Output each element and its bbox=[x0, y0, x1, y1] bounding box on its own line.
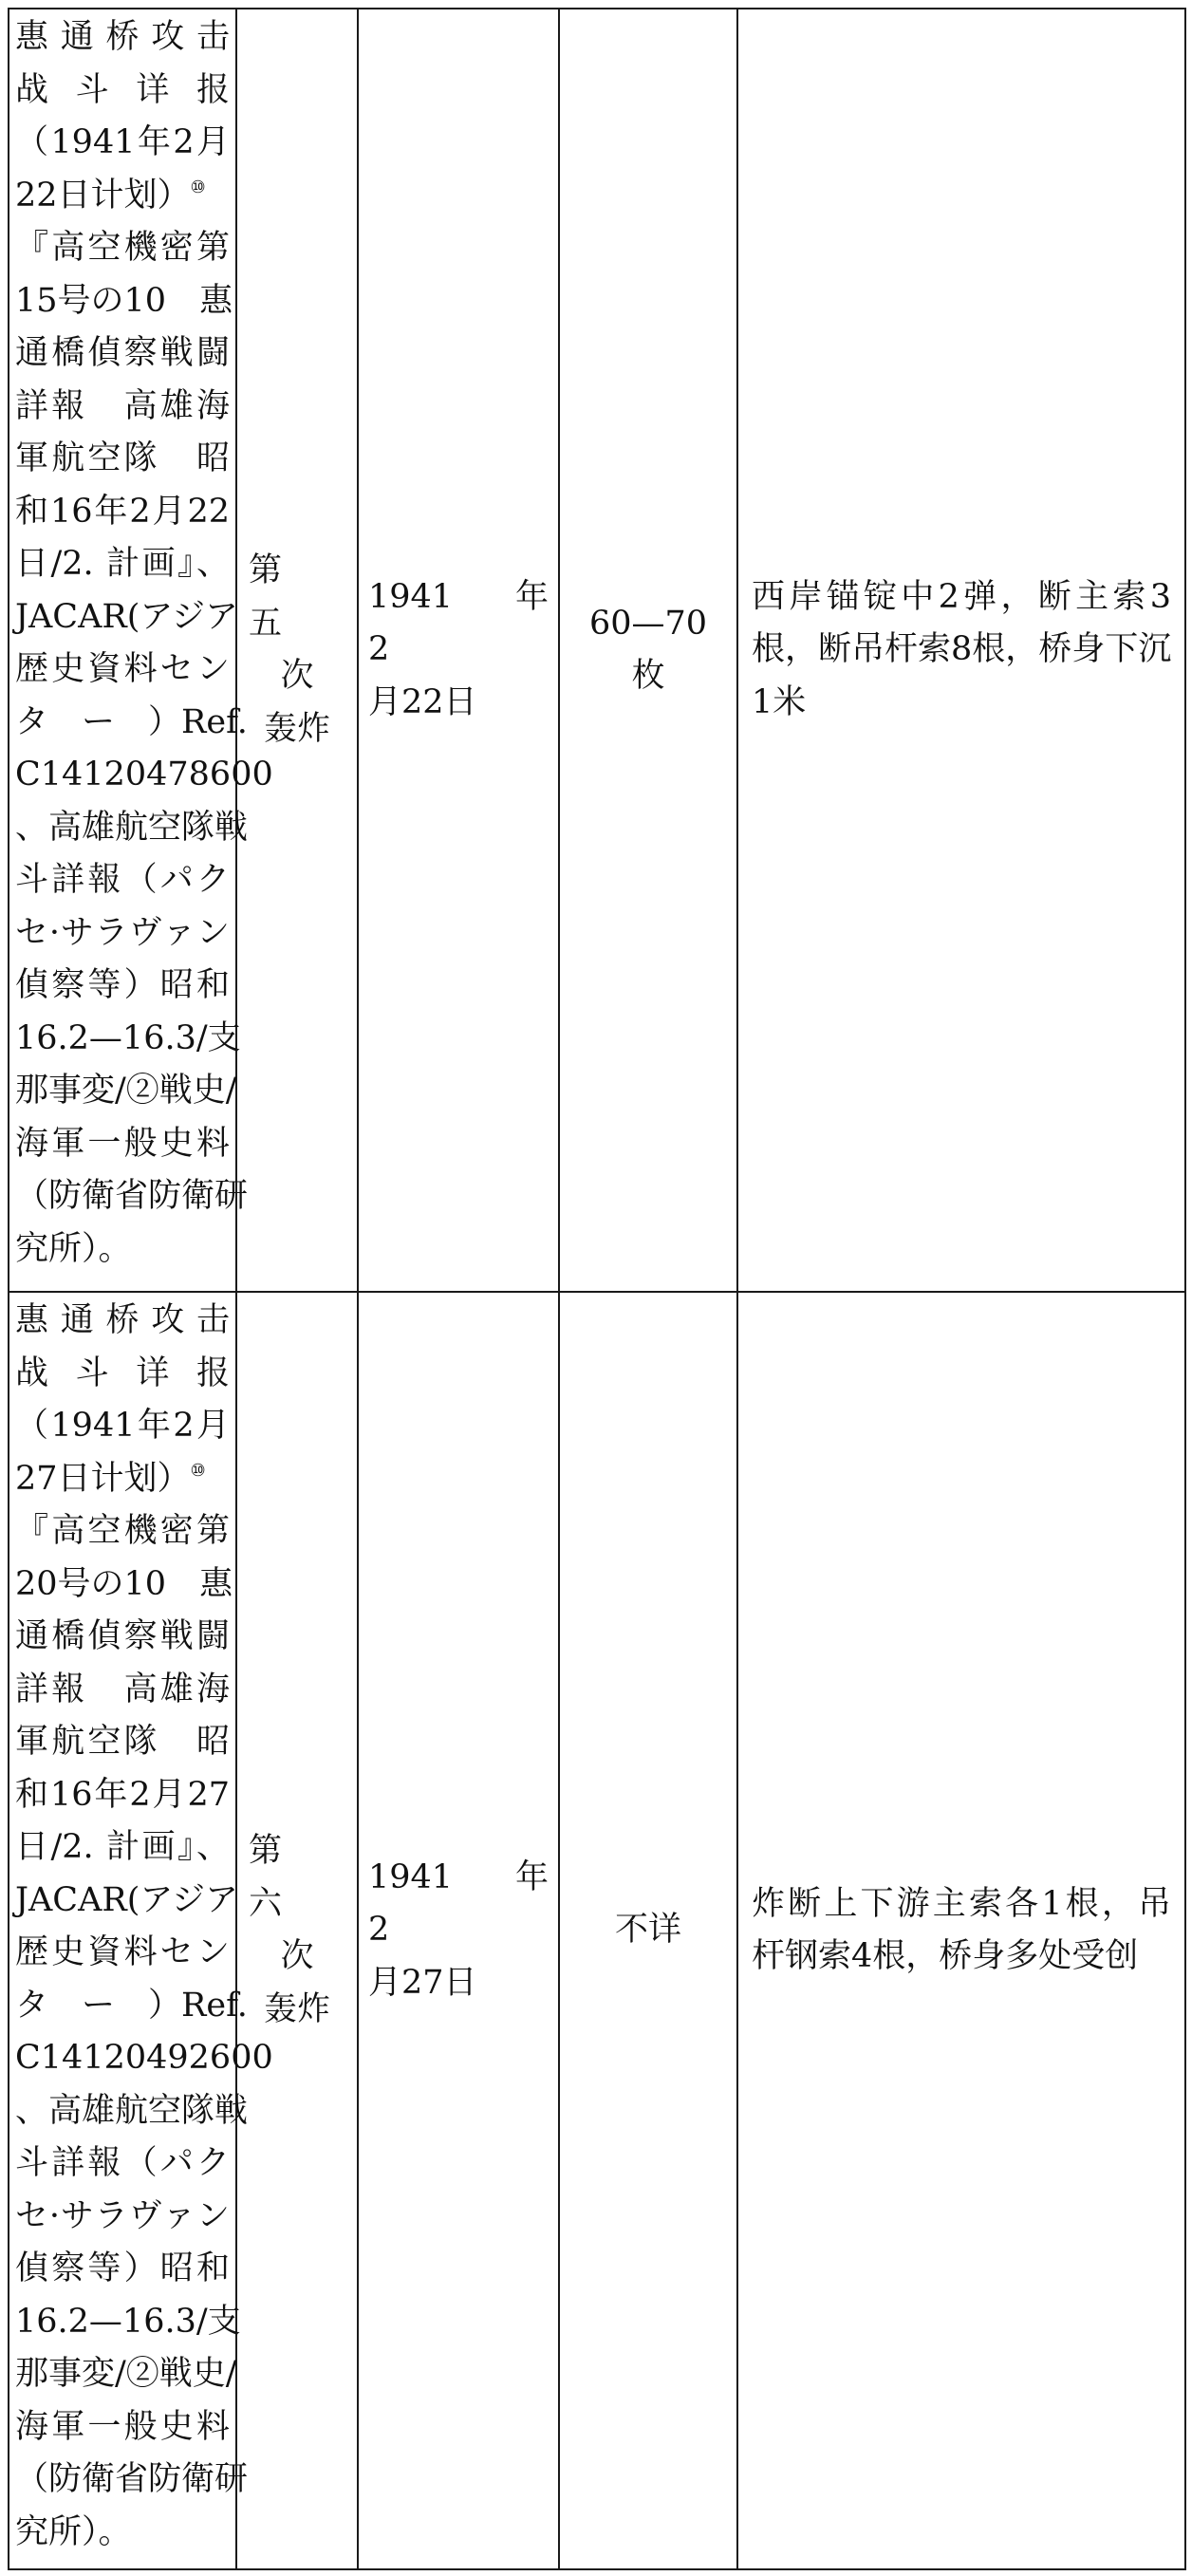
source-line: 那事変/②戦史/ bbox=[15, 2355, 237, 2393]
source-citation-cell bbox=[9, 1292, 273, 2569]
bombing-event-cell bbox=[236, 9, 358, 1292]
source-line: 詳報 高雄海 bbox=[15, 386, 230, 425]
damage-cell bbox=[737, 1292, 1185, 2569]
event-line: 次 bbox=[280, 1937, 314, 1975]
event-line: 第 五 bbox=[249, 551, 316, 643]
source-line: 海軍一般史料 bbox=[15, 2407, 230, 2446]
source-line: JACAR(アジア bbox=[15, 1880, 238, 1919]
source-line: 斗詳報（パク bbox=[15, 2144, 230, 2182]
source-line: タ ー ）Ref. bbox=[15, 1986, 248, 2025]
damage-line: 炸断上下游主索各1根，吊 bbox=[752, 1884, 1171, 1923]
source-line: 22日计划） bbox=[15, 176, 191, 215]
source-line: 16.2—16.3/支 bbox=[15, 1018, 241, 1057]
source-line: 日/2. 計画』、 bbox=[15, 1828, 230, 1866]
source-line: 、高雄航空隊戦 bbox=[15, 2091, 249, 2130]
bomb-count-cell bbox=[559, 9, 737, 1292]
event-line: 轰炸 bbox=[263, 1989, 330, 2028]
source-line: C14120492600 bbox=[15, 2039, 273, 2077]
date-cell bbox=[358, 1292, 583, 2569]
source-line: 『高空機密第 bbox=[15, 1512, 230, 1550]
damage-line: 根，断吊杆索8根，桥身下沉 bbox=[752, 630, 1172, 669]
damage-cell bbox=[737, 9, 1185, 1292]
source-line: 通橋偵察戦闘 bbox=[15, 334, 230, 372]
source-line: JACAR(アジア bbox=[15, 597, 238, 636]
footnote-marker: ⑩ bbox=[190, 177, 206, 197]
event-line: 次 bbox=[280, 657, 314, 695]
source-line: 惠通桥攻击 bbox=[15, 18, 230, 56]
date-line: 月27日 bbox=[368, 1963, 477, 2002]
source-line: 軍航空隊 昭 bbox=[15, 1723, 230, 1761]
source-line-with-note bbox=[15, 1453, 230, 1506]
source-line: 15号の10 惠 bbox=[15, 281, 233, 320]
source-line: 、高雄航空隊戦 bbox=[15, 808, 249, 847]
source-line: 惠通桥攻击 bbox=[15, 1301, 230, 1339]
quantity-line: 枚 bbox=[631, 657, 665, 695]
damage-line: 西岸锚锭中2弹，断主索3 bbox=[752, 577, 1171, 616]
source-line: 通橋偵察戦闘 bbox=[15, 1617, 230, 1655]
source-line: 歴史資料セン bbox=[15, 1933, 230, 1971]
date-line: 1941 年 2 bbox=[368, 1857, 583, 1950]
source-line: 战斗详报 bbox=[15, 1353, 230, 1392]
source-line: 偵察等）昭和 bbox=[15, 2249, 230, 2287]
source-line: 27日计划） bbox=[15, 1459, 191, 1498]
source-line: 那事変/②戦史/ bbox=[15, 1072, 237, 1110]
source-line: 日/2. 計画』、 bbox=[15, 545, 230, 583]
source-line: 海軍一般史料 bbox=[15, 1124, 230, 1163]
source-line: 20号の10 惠 bbox=[15, 1564, 233, 1603]
source-line: 偵察等）昭和 bbox=[15, 966, 230, 1004]
source-line: （1941年2月 bbox=[15, 1407, 230, 1445]
source-line: 斗詳報（パク bbox=[15, 861, 230, 899]
damage-line: 1米 bbox=[752, 682, 807, 721]
quantity-line: 不详 bbox=[614, 1911, 681, 1950]
source-line: 詳報 高雄海 bbox=[15, 1670, 230, 1708]
table-row bbox=[9, 1292, 1185, 2569]
source-line: タ ー ）Ref. bbox=[15, 702, 248, 741]
source-line: 战斗详报 bbox=[15, 70, 230, 109]
table-row bbox=[9, 9, 1185, 1292]
source-line: 『高空機密第 bbox=[15, 229, 230, 267]
source-line: セ·サラヴァン bbox=[15, 913, 230, 952]
footnote-marker: ⑩ bbox=[190, 1460, 206, 1481]
source-line: （防衛省防衛研 bbox=[15, 2460, 249, 2498]
source-line: 和16年2月22 bbox=[15, 492, 230, 531]
damage-line: 杆钢索4根，桥身多处受创 bbox=[752, 1937, 1139, 1975]
source-line-with-note bbox=[15, 170, 230, 223]
date-cell bbox=[358, 9, 583, 1292]
source-citation-cell bbox=[9, 9, 273, 1292]
source-line: 究所）。 bbox=[15, 1229, 132, 1268]
bomb-count-cell bbox=[559, 1292, 737, 2569]
quantity-line: 60—70 bbox=[588, 604, 708, 643]
source-line: C14120478600 bbox=[15, 756, 273, 793]
source-line: 16.2—16.3/支 bbox=[15, 2302, 241, 2341]
bombing-event-cell bbox=[236, 1292, 358, 2569]
date-line: 1941 年 2 bbox=[368, 577, 583, 669]
source-line: 軍航空隊 昭 bbox=[15, 439, 230, 477]
event-line: 轰炸 bbox=[263, 709, 330, 748]
source-line: （1941年2月 bbox=[15, 123, 230, 161]
source-line: 究所）。 bbox=[15, 2512, 132, 2551]
source-line: 和16年2月27 bbox=[15, 1775, 230, 1814]
source-line: 歴史資料セン bbox=[15, 650, 230, 688]
date-line: 月22日 bbox=[368, 682, 477, 721]
source-line: （防衛省防衛研 bbox=[15, 1177, 249, 1215]
source-line: セ·サラヴァン bbox=[15, 2196, 230, 2235]
event-line: 第 六 bbox=[249, 1832, 316, 1923]
bombing-record-table bbox=[8, 8, 1186, 2570]
